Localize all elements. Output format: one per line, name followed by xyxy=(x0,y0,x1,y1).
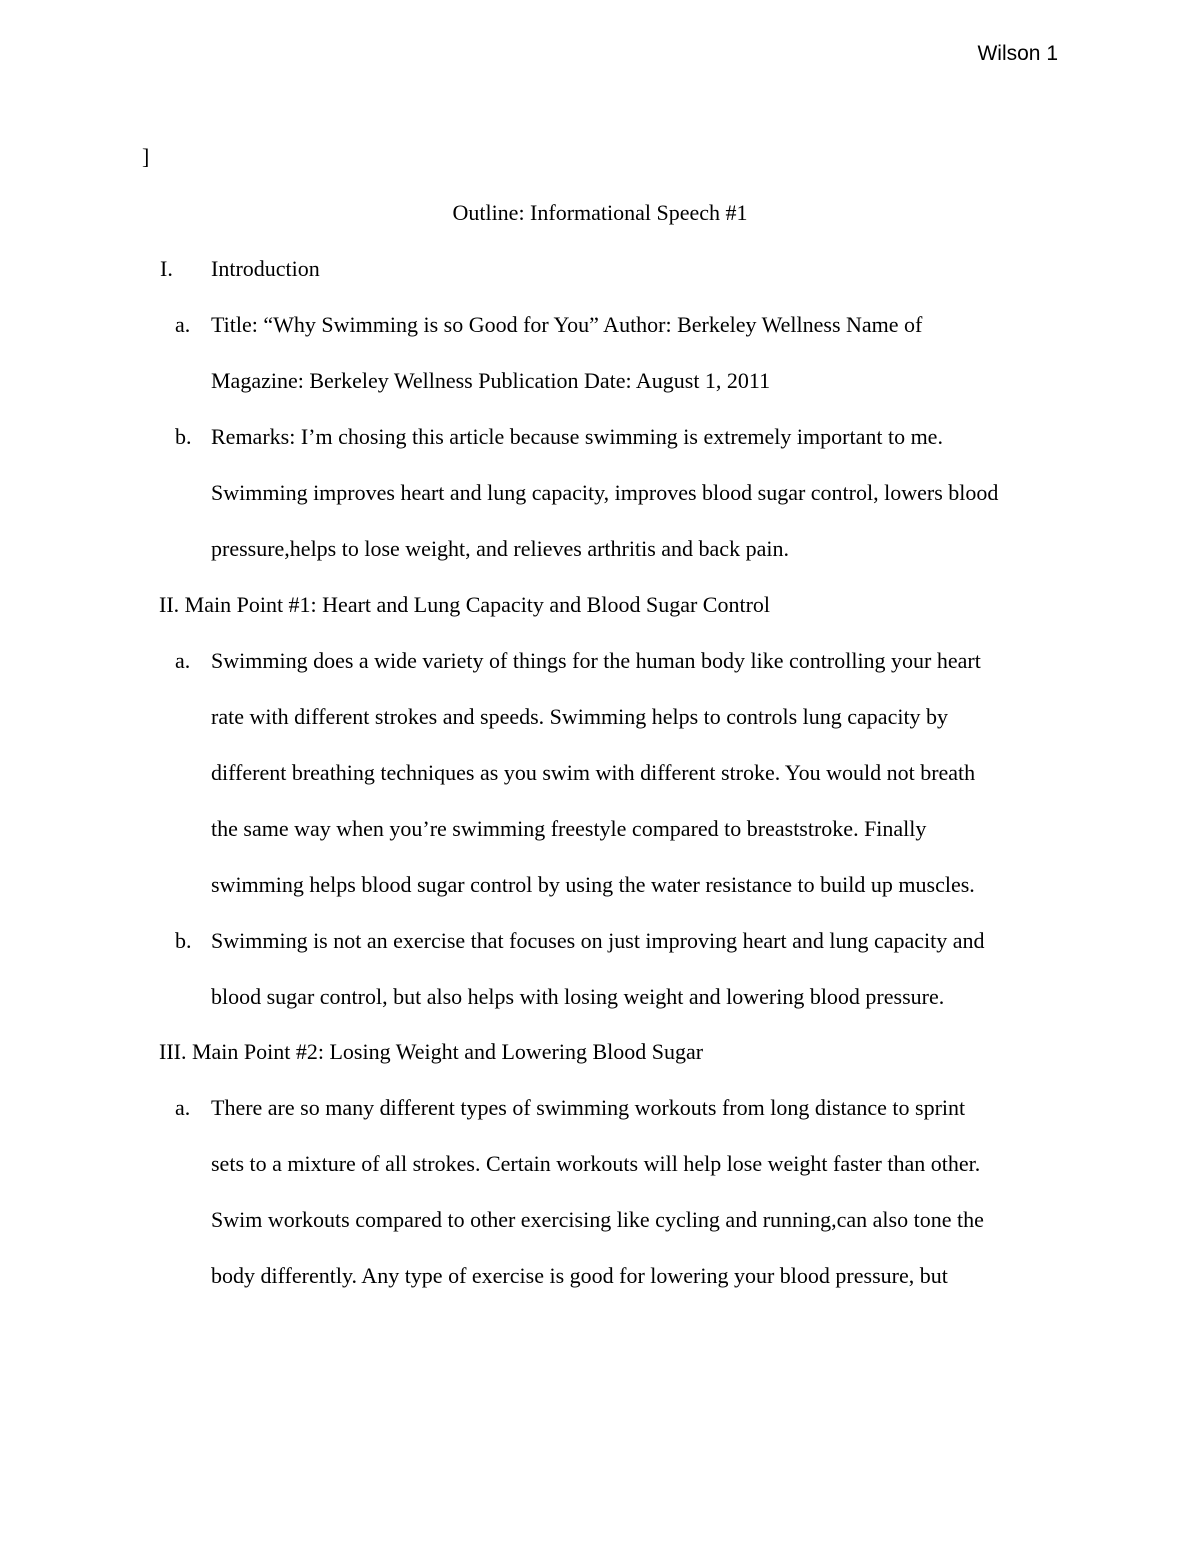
list-marker-main1-b: b. xyxy=(175,928,192,953)
list-marker-intro-b: b. xyxy=(175,424,192,449)
list-marker-main1-a: a. xyxy=(175,648,191,673)
list-marker-main2-a: a. xyxy=(175,1095,191,1120)
section-heading-main-point-2: III. Main Point #2: Losing Weight and Lowering Blood Sugar xyxy=(159,1039,704,1064)
main2-a-line-4: body differently. Any type of exercise is good for lowering your blood pressure, but xyxy=(211,1263,948,1288)
main1-b-line-2: blood sugar control, but also helps with losing weight and lowering blood pressure. xyxy=(211,984,945,1009)
stray-bracket-mark: ] xyxy=(142,144,150,169)
main1-a-line-2: rate with different strokes and speeds. Swimming helps to controls lung capacity by xyxy=(211,704,949,729)
main1-a-line-1: Swimming does a wide variety of things for the human body like controlling your heart xyxy=(211,648,981,673)
section-heading-main-point-1: II. Main Point #1: Heart and Lung Capacity and Blood Sugar Control xyxy=(159,592,771,617)
main1-a-line-3: different breathing techniques as you swim with different stroke. You would not breath xyxy=(211,760,976,785)
section-heading-introduction: Introduction xyxy=(211,256,320,281)
main2-a-line-2: sets to a mixture of all strokes. Certain workouts will help lose weight faster than other. xyxy=(211,1151,981,1176)
intro-b-line-1: Remarks: I’m chosing this article because swimming is extremely important to me. xyxy=(211,424,943,449)
main1-b-line-1: Swimming is not an exercise that focuses on just improving heart and lung capacity and xyxy=(211,928,985,953)
page-header: Wilson 1 xyxy=(977,42,1058,65)
main2-a-line-3: Swim workouts compared to other exercising like cycling and running,can also tone the xyxy=(211,1207,984,1232)
document-title: Outline: Informational Speech #1 xyxy=(452,200,748,225)
intro-a-line-2: Magazine: Berkeley Wellness Publication Date: August 1, 2011 xyxy=(211,368,771,393)
intro-b-line-2: Swimming improves heart and lung capacity, improves blood sugar control, lowers blood xyxy=(211,480,999,505)
main2-a-line-1: There are so many different types of swimming workouts from long distance to sprint xyxy=(211,1095,966,1120)
list-marker-intro-a: a. xyxy=(175,312,191,337)
intro-a-line-1: Title: “Why Swimming is so Good for You” Author: Berkeley Wellness Name of xyxy=(211,312,923,337)
main1-a-line-5: swimming helps blood sugar control by using the water resistance to build up muscles. xyxy=(211,872,975,897)
intro-b-line-3: pressure,helps to lose weight, and relieves arthritis and back pain. xyxy=(211,536,789,561)
main1-a-line-4: the same way when you’re swimming freestyle compared to breaststroke. Finally xyxy=(211,816,927,841)
outline-marker-introduction: I. xyxy=(160,256,173,281)
